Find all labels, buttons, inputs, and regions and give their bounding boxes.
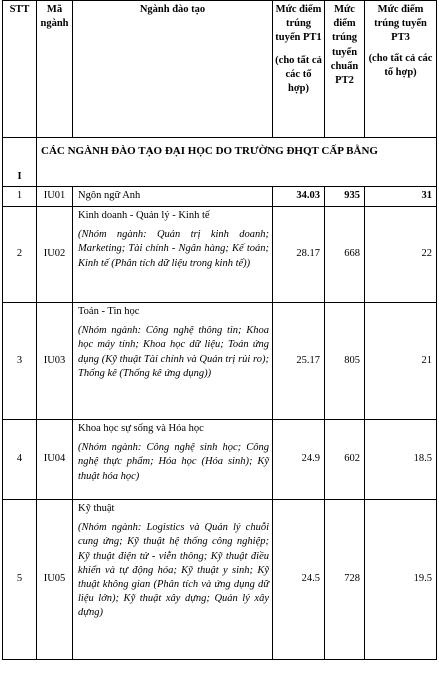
admission-scores-table (2, 0, 437, 660)
row-program (73, 420, 273, 500)
row-program-group: (Nhóm ngành: Logistics và Quản lý chuỗi cung ứng; Kỹ thuật hệ thống công nghiệp; Kỹ thuật điện tử - viễn thông; Kỹ thuật điều khiển và tự động hóa; Kỹ thuật y sinh; Kỹ thuật không gian (Phân tích và ứng dụng dữ liệu lớn); Kỹ thuật xây dựng; Quản lý xây dựng) (78, 522, 269, 619)
row-stt: 3 (3, 303, 37, 420)
row-pt2: 805 (325, 303, 365, 420)
row-pt1: 25.17 (273, 303, 325, 420)
row-program-name: Khoa học sự sống và Hóa học (78, 423, 204, 434)
table-row (3, 500, 437, 660)
row-pt2: 728 (325, 500, 365, 660)
header-pt1-note: (cho tất cả các tổ hợp) (275, 54, 322, 94)
header-pt1-label: Mức điểm trúng tuyển PT1 (275, 4, 322, 44)
row-code: IU04 (37, 420, 73, 500)
row-code: IU01 (37, 187, 73, 207)
table-row (3, 207, 437, 303)
header-pt2: Mức điểm trúng tuyển chuẩn PT2 (325, 1, 365, 138)
row-code: IU03 (37, 303, 73, 420)
row-pt2: 935 (325, 187, 365, 207)
row-pt3: 19.5 (365, 500, 437, 660)
row-program (73, 303, 273, 420)
row-program-name: Kinh doanh - Quản lý - Kinh tế (78, 210, 210, 221)
row-stt: 5 (3, 500, 37, 660)
row-pt2: 602 (325, 420, 365, 500)
row-program-name: Kỹ thuật (78, 503, 115, 514)
header-code: Mã ngành (37, 1, 73, 138)
row-stt: 2 (3, 207, 37, 303)
row-program-name: Ngôn ngữ Anh (73, 187, 273, 207)
section-number: I (3, 138, 37, 187)
row-code: IU02 (37, 207, 73, 303)
row-stt: 1 (3, 187, 37, 207)
row-pt1: 34.03 (273, 187, 325, 207)
header-pt3-note: (cho tất cả các tổ hợp) (368, 52, 433, 78)
row-program (73, 207, 273, 303)
row-pt1: 24.5 (273, 500, 325, 660)
row-code: IU05 (37, 500, 73, 660)
table-row (3, 187, 437, 207)
section-title: CÁC NGÀNH ĐÀO TẠO ĐẠI HỌC DO TRƯỜNG ĐHQT CẤP BẰNG (37, 138, 437, 187)
row-pt3: 31 (365, 187, 437, 207)
header-row (3, 1, 437, 138)
row-program-group: (Nhóm ngành: Công nghệ thông tin; Khoa học máy tính; Khoa học dữ liệu; Toán ứng dụng (Kỹ thuật Tài chính và Quản trị rủi ro); Thống kê (Thống kê ứng dụng)) (78, 325, 269, 379)
header-stt: STT (3, 1, 37, 138)
row-program (73, 500, 273, 660)
row-pt1: 24.9 (273, 420, 325, 500)
table-row (3, 420, 437, 500)
header-pt1 (273, 1, 325, 138)
row-stt: 4 (3, 420, 37, 500)
section-row (3, 138, 437, 187)
table-row (3, 303, 437, 420)
row-pt3: 18.5 (365, 420, 437, 500)
header-program: Ngành đào tạo (73, 1, 273, 138)
header-pt3-label: Mức điểm trúng tuyển PT3 (374, 4, 427, 44)
row-pt3: 22 (365, 207, 437, 303)
row-program-name: Toán - Tin học (78, 306, 140, 317)
row-pt2: 668 (325, 207, 365, 303)
row-program-group: (Nhóm ngành: Công nghệ sinh học; Công nghệ thực phẩm; Hóa học (Hóa sinh); Kỹ thuật hóa học) (78, 442, 269, 482)
header-pt3 (365, 1, 437, 138)
row-program-group: (Nhóm ngành: Quản trị kinh doanh; Marketing; Tài chính - Ngân hàng; Kế toán; Kinh tế (Phân tích dữ liệu trong kinh tế)) (78, 229, 269, 269)
row-pt3: 21 (365, 303, 437, 420)
row-pt1: 28.17 (273, 207, 325, 303)
